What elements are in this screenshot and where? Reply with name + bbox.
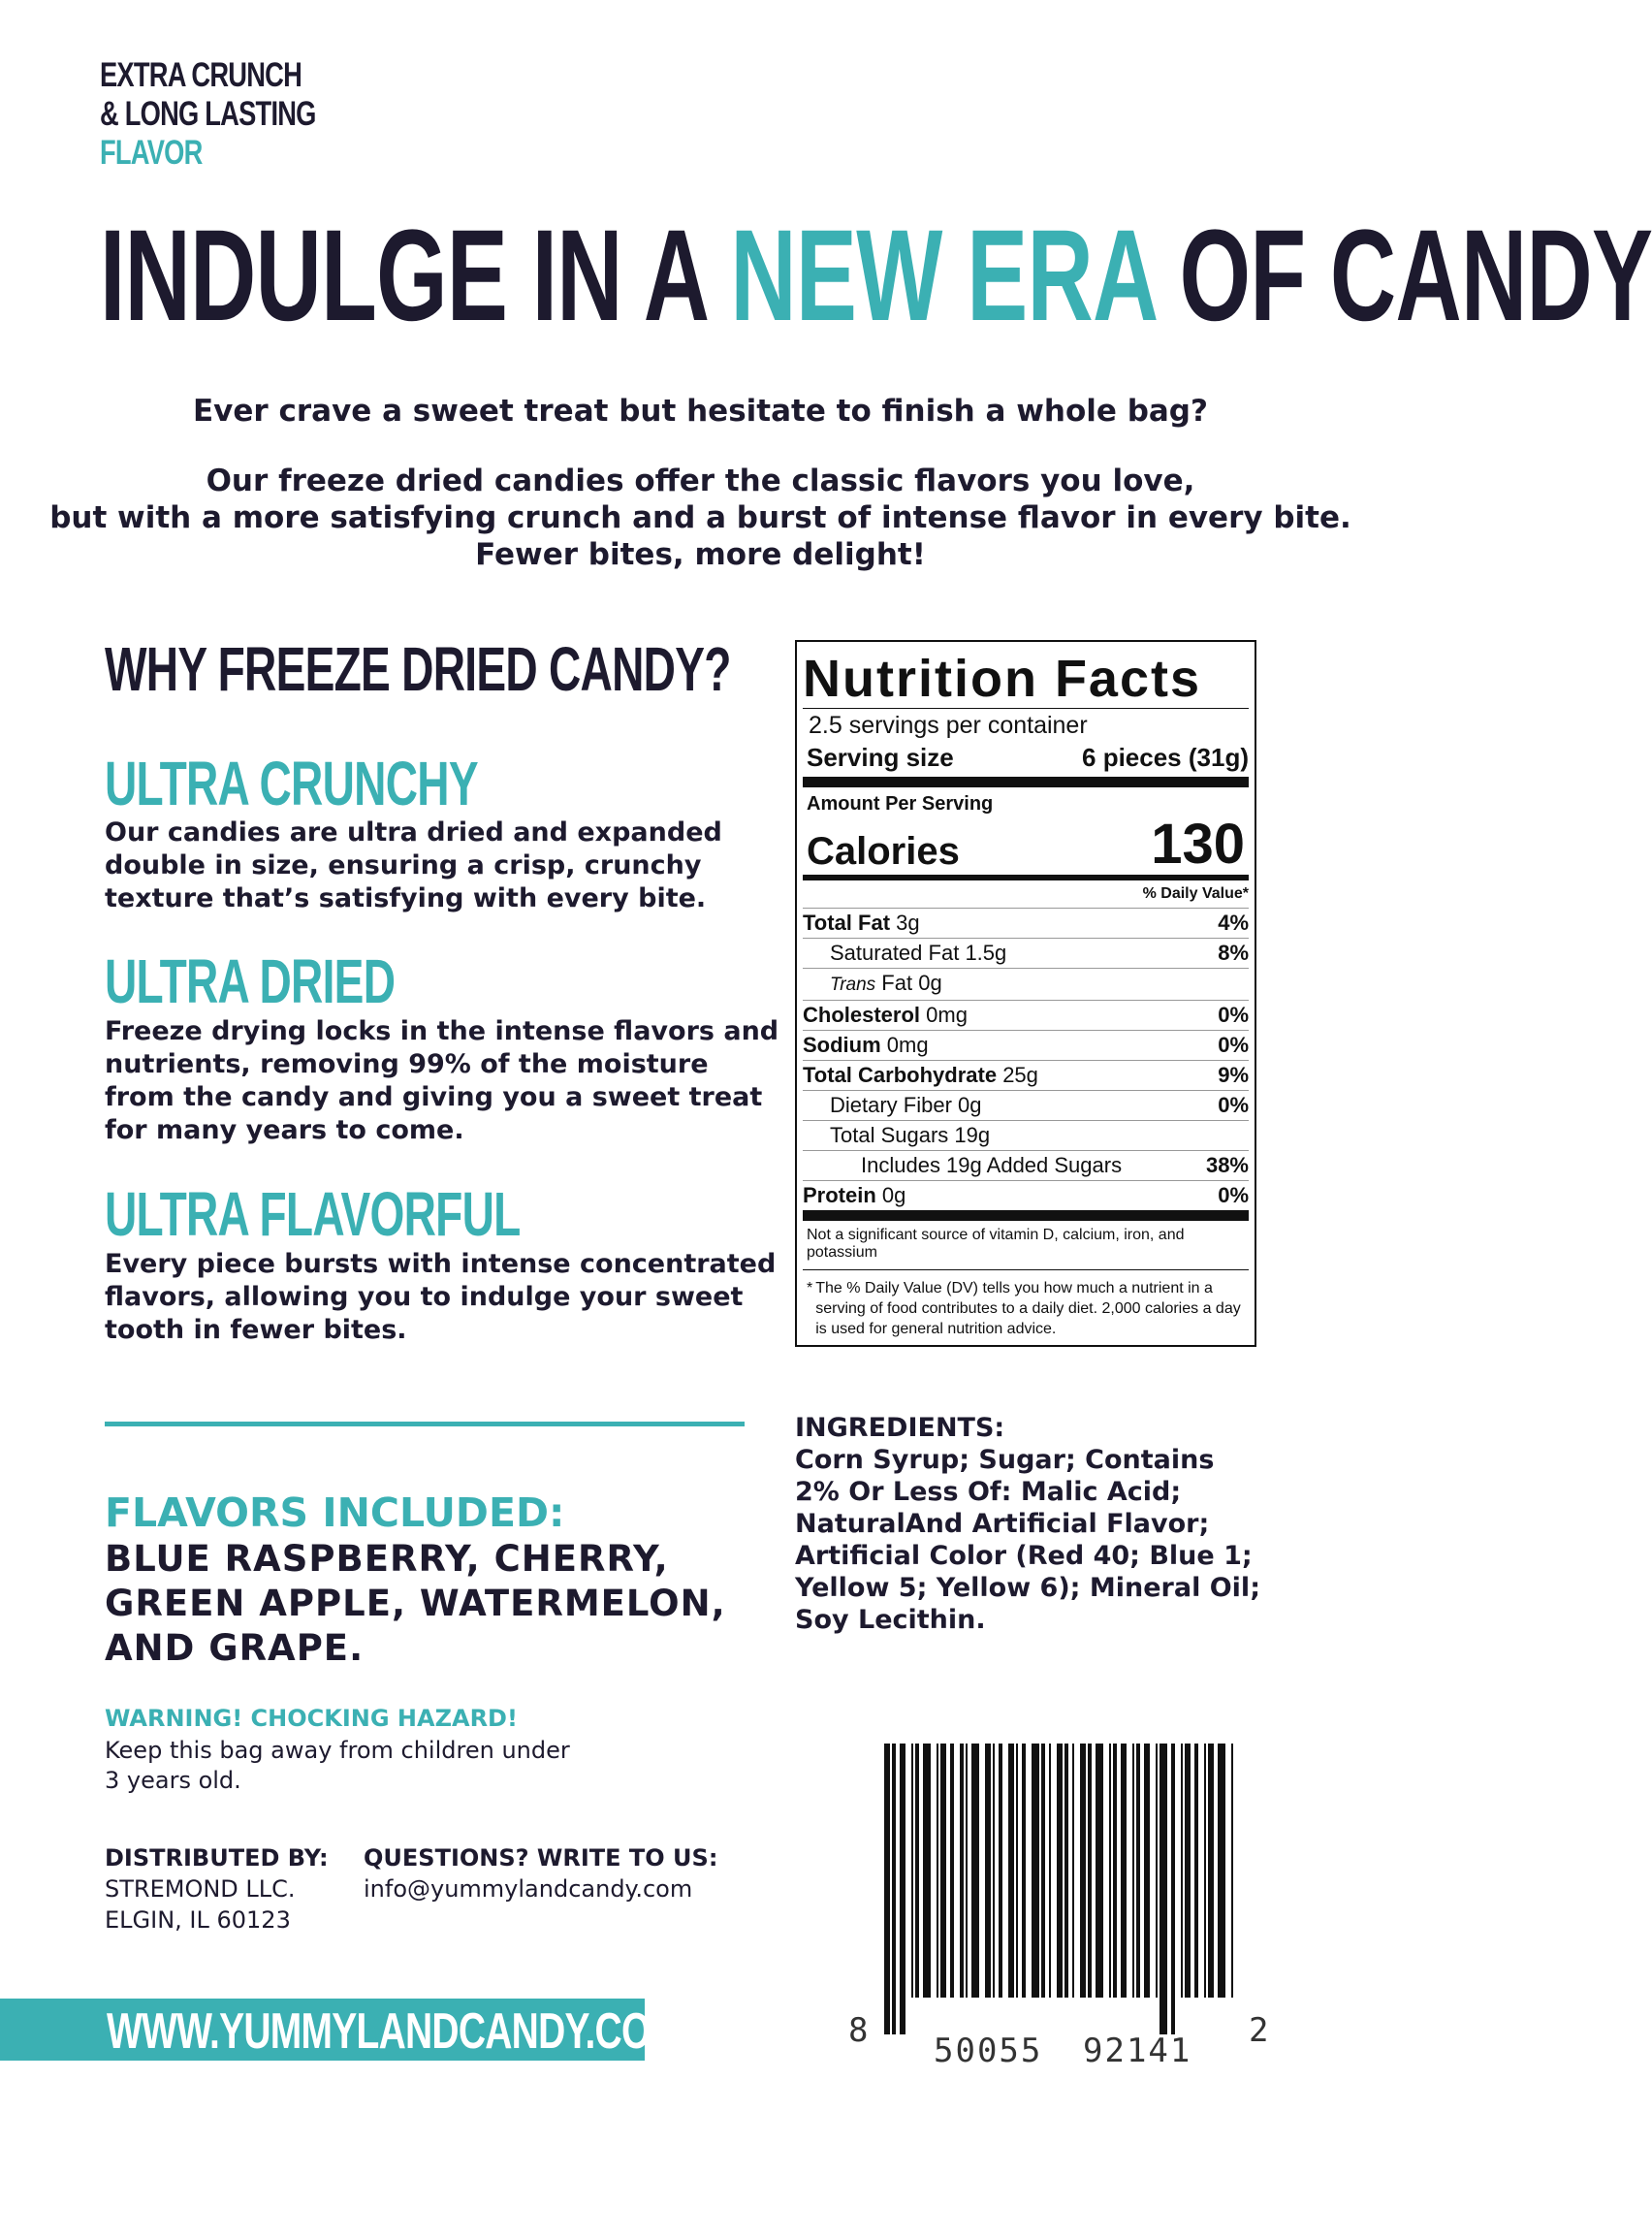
distributor-line-2: ELGIN, IL 60123 — [105, 1906, 291, 1934]
nutrient-label: Sodium — [803, 1033, 881, 1057]
headline-part-1: INDULGE IN A — [100, 204, 731, 348]
barcode-left-digit: 8 — [848, 2011, 871, 2050]
nutrient-row — [803, 1120, 1249, 1150]
section-body-flavorful: Every piece bursts with intense concentrated flavors, allowing you to indulge your sweet tooth in fewer bites. — [105, 1249, 777, 1345]
nutrient-row — [803, 1030, 1249, 1060]
distributor-block — [105, 1842, 329, 1936]
tagline-line-3: FLAVOR — [100, 134, 203, 172]
headline-part-2: OF CANDY — [1155, 204, 1652, 348]
nutrition-facts-panel — [795, 640, 1256, 1347]
ingredients-title: INGREDIENTS: — [795, 1413, 1005, 1443]
nutrition-note: Not a significant source of vitamin D, calcium, iron, and potassium — [807, 1227, 1185, 1261]
divider-rule — [105, 1422, 745, 1426]
nutrient-pct: 0% — [1218, 1033, 1249, 1057]
nutrient-label: Total Carbohydrate — [803, 1063, 998, 1087]
nutrient-label: Dietary Fiber — [830, 1093, 952, 1117]
intro-question: Ever crave a sweet treat but hesitate to finish a whole bag? — [193, 394, 1208, 429]
website-url[interactable]: WWW.YUMMYLANDCANDY.COM — [107, 2003, 682, 2060]
nutrient-amount: 3g — [896, 911, 920, 935]
contact-email[interactable]: info@yummylandcandy.com — [364, 1875, 693, 1903]
nutrient-amount: 0g — [958, 1093, 982, 1117]
warning-body: Keep this bag away from children under 3 years old. — [105, 1737, 570, 1794]
section-title-flavorful: ULTRA FLAVORFUL — [105, 1179, 521, 1249]
nutrient-pct: 8% — [1218, 941, 1249, 965]
nutrient-label: Protein — [803, 1183, 876, 1207]
headline-highlight: NEW ERA — [730, 204, 1156, 348]
calories-label: Calories — [807, 830, 960, 873]
calories-value: 130 — [1151, 813, 1245, 876]
intro-line-2: but with a more satisfying crunch and a burst of intense flavor in every bite. — [49, 500, 1351, 535]
barcode-group-2: 92141 — [1083, 2032, 1192, 2070]
nutrient-row — [803, 1060, 1249, 1090]
serving-size-row — [803, 742, 1249, 777]
nutrient-row — [803, 968, 1249, 1000]
nutrient-label: Total Fat — [803, 911, 891, 935]
nutrient-amount: 0mg — [926, 1003, 968, 1027]
nutrient-label: Total Sugars — [830, 1123, 949, 1147]
tagline-line-2: & LONG LASTING — [100, 95, 316, 133]
flavors-list: BLUE RASPBERRY, CHERRY, GREEN APPLE, WATERMELON, AND GRAPE. — [105, 1538, 726, 1669]
section-title-dried: ULTRA DRIED — [105, 946, 396, 1016]
barcode-right-digit: 2 — [1249, 2011, 1271, 2050]
nutrient-amount: 0g — [881, 1183, 906, 1207]
nutrient-pct: 9% — [1218, 1063, 1249, 1087]
nutrient-label: Includes 19g Added Sugars — [861, 1153, 1123, 1177]
intro-line-1: Our freeze dried candies offer the classic flavors you love, — [206, 464, 1195, 498]
nutrient-amount: 1.5g — [965, 941, 1007, 965]
nutrient-amount: 25g — [1002, 1063, 1038, 1087]
nutrient-pct: 0% — [1218, 1093, 1249, 1117]
barcode-group-1: 50055 — [934, 2032, 1043, 2070]
nutrient-pct: 4% — [1218, 911, 1249, 935]
tagline — [100, 56, 376, 173]
nutrition-footnote: The % Daily Value (DV) tells you how much a nutrient in a serving of food contributes to a daily diet. 2,000 calories a day is used for general nutrition advice. — [815, 1280, 1241, 1337]
footnote-asterisk: * — [807, 1280, 813, 1296]
barcode-bars — [884, 1744, 1238, 2034]
nutrient-row — [803, 1090, 1249, 1120]
nutrient-amount: 0g — [918, 971, 942, 995]
daily-value-header: % Daily Value* — [1142, 885, 1249, 902]
nutrient-label-italic: Trans — [830, 975, 876, 995]
barcode — [884, 1744, 1238, 2034]
calories-row — [803, 813, 1249, 876]
nutrient-row — [803, 938, 1249, 968]
why-title: WHY FREEZE DRIED CANDY? — [105, 634, 731, 704]
nutrient-row — [803, 1000, 1249, 1030]
nutrient-amount: 0mg — [886, 1033, 929, 1057]
warning-title: WARNING! CHOCKING HAZARD! — [105, 1705, 518, 1732]
section-title-crunchy: ULTRA CRUNCHY — [105, 749, 478, 818]
nutrient-pct: 0% — [1218, 1183, 1249, 1207]
servings-per-container: 2.5 servings per container — [809, 712, 1088, 739]
nutrition-footnote-row — [803, 1270, 1249, 1339]
distributor-title: DISTRIBUTED BY: — [105, 1844, 329, 1872]
amount-per-serving: Amount Per Serving — [807, 793, 994, 815]
questions-block — [364, 1842, 717, 1904]
flavors-title: FLAVORS INCLUDED: — [105, 1489, 565, 1536]
nutrient-label: Cholesterol — [803, 1003, 921, 1027]
ingredients — [795, 1412, 1260, 1636]
nutrient-row — [803, 1180, 1249, 1210]
tagline-line-1: EXTRA CRUNCH — [100, 56, 302, 94]
ingredients-text: Corn Syrup; Sugar; Contains 2% Or Less Of: Malic Acid; NaturalAnd Artificial Flavor; Artificial Color (Red 40; Blue 1; Yellow 5; Yellow 6); Mineral Oil; Soy Lecithin. — [795, 1445, 1260, 1635]
serving-size-label: Serving size — [807, 743, 954, 772]
headline — [100, 204, 1652, 348]
intro-line-3: Fewer bites, more delight! — [475, 537, 926, 572]
nutrient-row — [803, 908, 1249, 938]
questions-title: QUESTIONS? WRITE TO US: — [364, 1844, 718, 1872]
nutrient-row — [803, 1150, 1249, 1180]
serving-size-value: 6 pieces (31g) — [1082, 743, 1249, 772]
section-body-dried: Freeze drying locks in the intense flavors and nutrients, removing 99% of the moisture from the candy and giving you a sweet treat for many years to come. — [105, 1016, 779, 1145]
nutrient-pct: 38% — [1205, 1153, 1249, 1177]
intro-text — [0, 393, 1401, 573]
distributor-line-1: STREMOND LLC. — [105, 1875, 296, 1903]
nutrient-pct: 0% — [1218, 1003, 1249, 1027]
nutrient-amount: 19g — [954, 1123, 991, 1147]
nutrition-title: Nutrition Facts — [803, 650, 1202, 708]
section-body-crunchy: Our candies are ultra dried and expanded double in size, ensuring a crisp, crunchy texture that’s satisfying with every bite. — [105, 817, 722, 913]
nutrient-label: Saturated Fat — [830, 941, 960, 965]
nutrient-label: Fat — [881, 971, 913, 995]
